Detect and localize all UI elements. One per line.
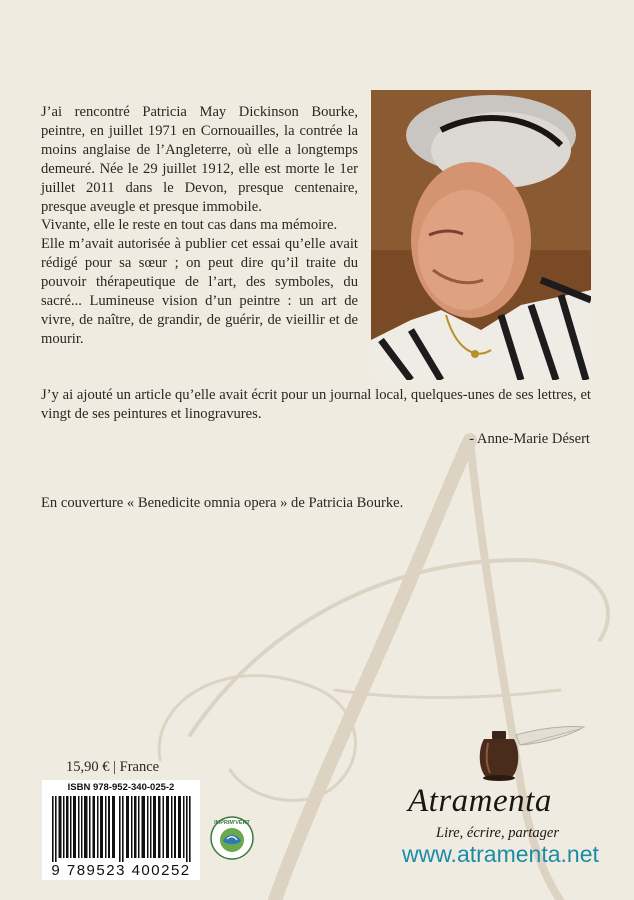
publisher-logo [380,725,620,885]
intro-text [41,103,358,349]
isbn-label: ISBN 978-952-340-025-2 [67,782,175,793]
imprim-vert-label: IMPRIM'VERT [214,820,250,826]
continued-paragraph: J’y ai ajouté un article qu’elle avait écrit pour un journal local, quelques-unes de ses lettres, et vingt de ses peintures et linogravures. [41,387,591,422]
intro-paragraph: J’ai rencontré Patricia May Dickinson Bourke, peintre, en juillet 1971 en Cornouailles, la contrée la moins anglaise de l’Angleterre, où elle a longtemps demeuré. Née le 29 juillet 1912, elle est morte le 1er juillet 2011 dans le Devon, presque centenaire, presque aveugle et presque immobile. [41,104,358,215]
publisher-tagline: Lire, écrire, partager [436,825,559,841]
imprim-vert-logo [209,815,255,861]
publisher-name: Atramenta [408,783,552,819]
barcode [42,780,200,880]
intro-paragraph: Vivante, elle le reste en tout cas dans ma mémoire. [41,217,338,234]
cover-note: En couverture « Benedicite omnia opera » de Patricia Bourke. [41,495,404,511]
publisher-url[interactable]: www.atramenta.net [402,841,599,867]
intro-paragraph: Elle m’avait autorisée à publier cet essai qu’elle avait rédigé pour sa sœur ; on peut dire qu’il traite du pouvoir thérapeutique de l’art, des symboles, du sacré... Lumineuse vision d’un peintre : un art de vivre, de naître, de grandir, de guérir, de vieillir et de mourir. [41,236,358,347]
signature: - Anne-Marie Désert [469,431,590,447]
barcode-bars [42,796,200,862]
portrait-photo [371,90,591,380]
inkwell-quill-icon [476,725,586,785]
price: 15,90 € | France [66,759,160,775]
barcode-digits: 9 789523 400252 [51,862,191,879]
